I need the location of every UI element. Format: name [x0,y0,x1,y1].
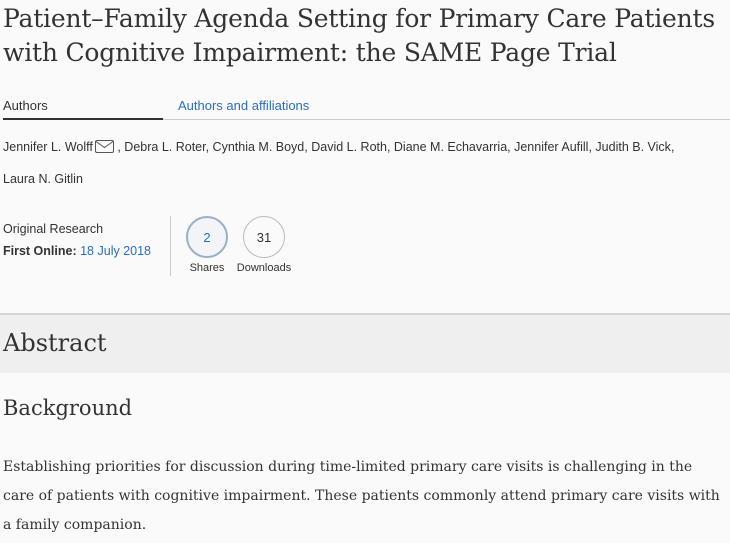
tab-divider [163,119,730,120]
abstract-heading: Abstract [3,329,107,357]
author-name[interactable]: Diane M. Echavarria [393,140,508,154]
author-name[interactable]: Debra L. Roter [124,140,206,154]
shares-metric[interactable] [177,216,237,274]
meta-divider [170,216,171,276]
article-title: Patient–Family Agenda Setting for Primary Care Patients with Cognitive Impairment: the SAME Page Trial [3,4,716,67]
author-name[interactable]: Jennifer L. Wolff [3,140,93,154]
mail-icon[interactable] [95,133,114,146]
first-online [3,240,151,262]
author-list: Jennifer L. Wolff , Debra L. Roter, Cynthia M. Boyd, David L. Roth, Diane M. Echavarria, Jennifer Aufill, Judith B. Vick, Laura N. Gitlin [3,131,725,195]
shares-count[interactable]: 2 [186,216,228,258]
first-online-label: First Online: [3,244,77,258]
tab-authors-and-affiliations[interactable]: Authors and affiliations [178,98,310,113]
tab-authors[interactable]: Authors [3,98,48,113]
first-online-date: 18 July 2018 [80,244,151,258]
shares-label: Shares [189,262,225,274]
article-type: Original Research [3,222,104,236]
article-meta [3,218,151,262]
background-text: Establishing priorities for discussion during time-limited primary care visits is challenging in the care of patients with cognitive impairment. These patients commonly attend primary care visits with a family companion. [3,459,720,533]
author-name[interactable]: Laura N. Gitlin [3,172,83,186]
abstract-header [0,313,730,373]
author-name[interactable]: David L. Roth [311,140,387,154]
author-name[interactable]: Judith B. Vick [595,140,671,154]
downloads-label: Downloads [236,262,292,274]
active-tab-indicator [3,118,163,120]
author-tabs [3,98,730,120]
author-name[interactable]: Cynthia M. Boyd [212,140,305,154]
downloads-count: 31 [243,216,285,258]
downloads-metric [234,216,294,274]
author-name[interactable]: Jennifer Aufill [514,140,589,154]
background-heading: Background [3,396,133,420]
